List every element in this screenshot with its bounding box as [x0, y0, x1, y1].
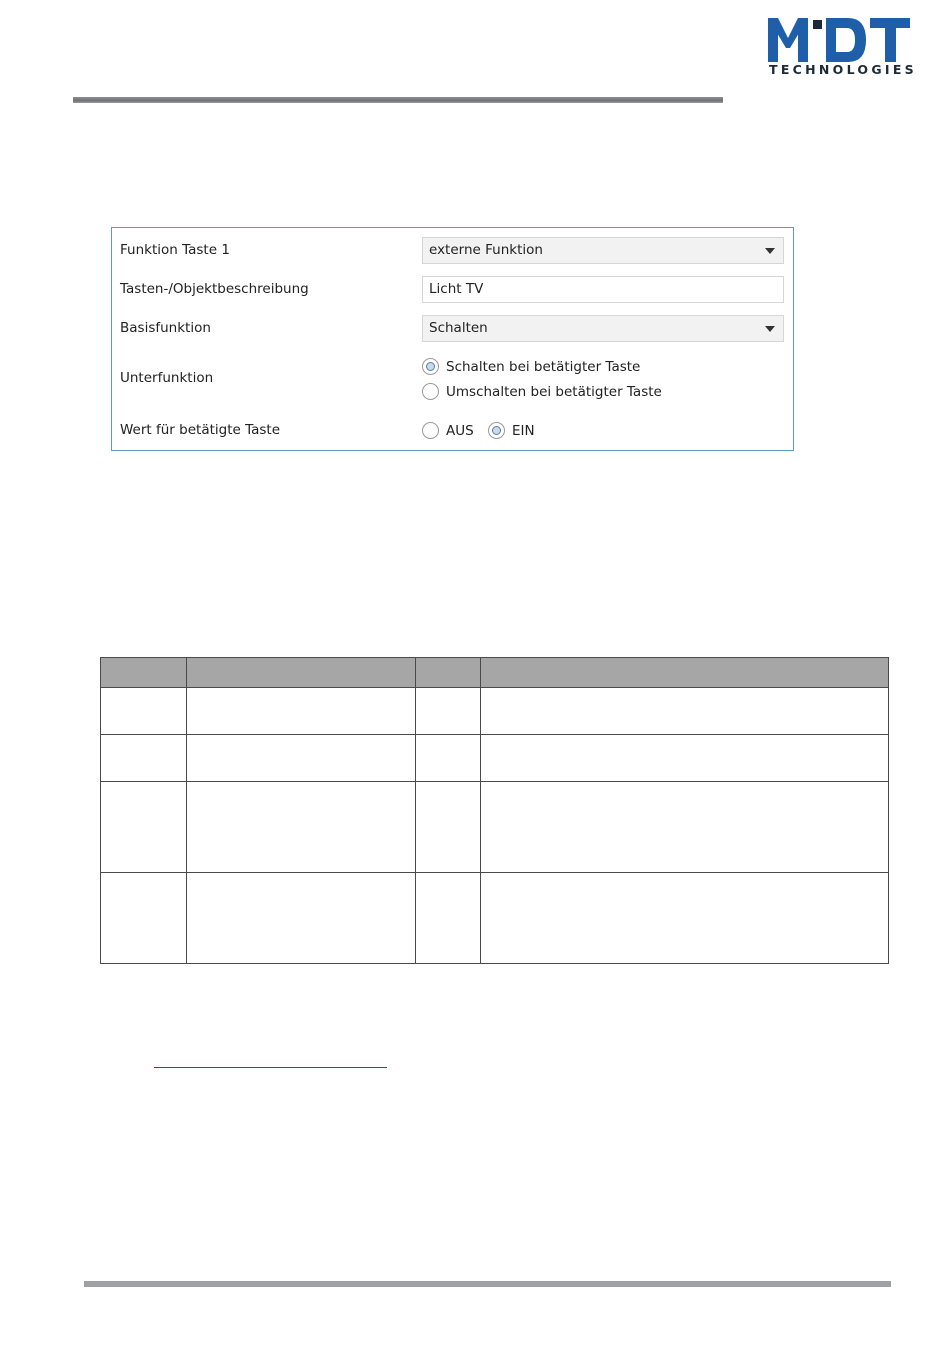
radio-unchecked-icon[interactable] — [422, 422, 439, 439]
basisfunktion-select[interactable] — [422, 315, 784, 342]
table-cell — [481, 688, 889, 735]
table-cell — [416, 735, 481, 782]
objektbeschreibung-label: Tasten-/Objektbeschreibung — [120, 281, 309, 297]
objektbeschreibung-input[interactable] — [422, 276, 784, 303]
logo-tagline: TECHNOLOGIES — [769, 62, 917, 77]
funktion-taste-value: externe Funktion — [429, 242, 543, 258]
hyperlink-underline[interactable] — [154, 1067, 387, 1068]
table-row — [101, 688, 889, 735]
table-row — [101, 873, 889, 964]
radio-label-ein: EIN — [512, 422, 535, 439]
table-row — [101, 782, 889, 873]
wert-betaetigte-taste-label: Wert für betätigte Taste — [120, 422, 281, 438]
table-cell — [101, 782, 187, 873]
table-header-row — [101, 658, 889, 688]
mdt-logo — [768, 18, 917, 92]
chevron-down-icon — [765, 326, 775, 332]
table-cell — [481, 873, 889, 964]
table-cell — [101, 735, 187, 782]
radio-option-aus[interactable] — [422, 422, 474, 439]
table-cell — [101, 873, 187, 964]
unterfunktion-label: Unterfunktion — [120, 370, 214, 386]
funktion-taste-select[interactable] — [422, 237, 784, 264]
basisfunktion-value: Schalten — [429, 320, 488, 336]
table-cell — [101, 688, 187, 735]
table-cell — [187, 873, 416, 964]
settings-panel — [111, 227, 794, 451]
table-header-cell — [481, 658, 889, 688]
chevron-down-icon — [765, 248, 775, 254]
table-cell — [416, 782, 481, 873]
footer-divider — [84, 1281, 891, 1287]
radio-label-schalten: Schalten bei betätigter Taste — [446, 358, 641, 375]
table-header-cell — [187, 658, 416, 688]
object-table — [100, 657, 889, 964]
radio-option-umschalten[interactable] — [422, 383, 662, 400]
table-header-cell — [101, 658, 187, 688]
table-cell — [481, 782, 889, 873]
table-header-cell — [416, 658, 481, 688]
radio-option-ein[interactable] — [488, 422, 535, 439]
table-cell — [481, 735, 889, 782]
table-cell — [187, 782, 416, 873]
radio-option-schalten[interactable] — [422, 358, 640, 375]
radio-unchecked-icon[interactable] — [422, 383, 439, 400]
table-cell — [416, 688, 481, 735]
radio-label-umschalten: Umschalten bei betätigter Taste — [446, 383, 662, 400]
radio-label-aus: AUS — [446, 422, 474, 439]
objektbeschreibung-value: Licht TV — [429, 281, 484, 297]
table-cell — [187, 688, 416, 735]
header-divider — [73, 97, 723, 103]
table-cell — [416, 873, 481, 964]
funktion-taste-label: Funktion Taste 1 — [120, 242, 230, 258]
radio-checked-icon[interactable] — [488, 422, 505, 439]
basisfunktion-label: Basisfunktion — [120, 320, 211, 336]
table-row — [101, 735, 889, 782]
radio-checked-icon[interactable] — [422, 358, 439, 375]
mdt-logo-mark-icon — [768, 18, 912, 62]
table-cell — [187, 735, 416, 782]
